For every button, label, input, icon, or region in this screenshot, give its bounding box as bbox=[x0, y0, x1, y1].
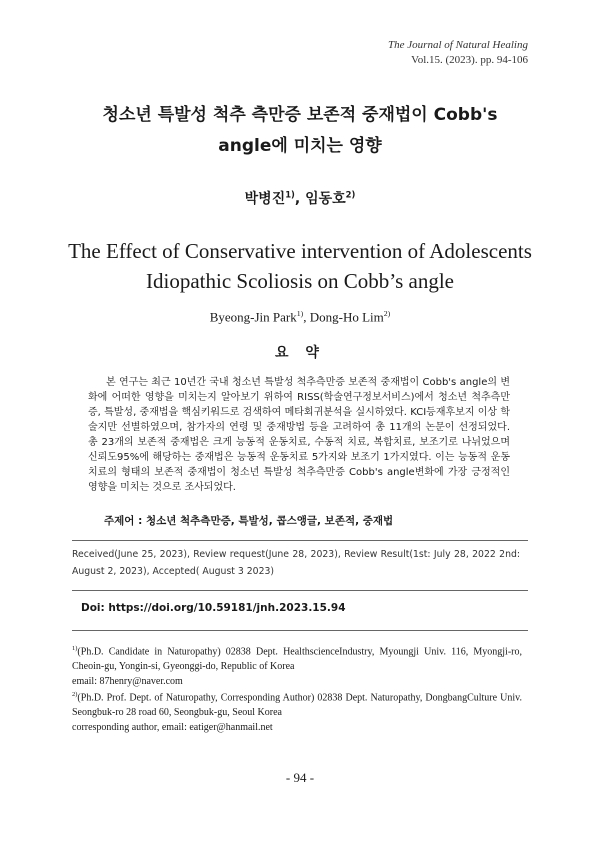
english-author-1: Byeong-Jin Park bbox=[209, 309, 297, 325]
footnote-1 bbox=[72, 641, 522, 689]
footnote-2-email: corresponding author, email: eatiger@hanmail.net bbox=[72, 722, 273, 734]
footnote-2-text: (Ph.D. Prof. Dept. of Naturopathy, Corresponding Author) 02838 Dept. Naturopathy, DongbangCulture Univ. Seongbuk-ro 28 road 60, Seongbuk-gu, Seoul Korea bbox=[72, 692, 522, 719]
korean-title bbox=[40, 100, 560, 162]
korean-author-2: 임동호 bbox=[305, 191, 346, 207]
abstract-body: 본 연구는 최근 10년간 국내 청소년 특발성 척추측만증 보존적 중재법이 Cobb's angle의 변화에 어떠한 영향을 미치는지 알아보기 위하여 RISS(학술연구정보서비스)에서 청소년 척추측만증, 특발성, 중재법을 핵심키워드로 검색하여 메타회귀분석을 실시하였다. KCI등재후보지 이상 학술지만 선별하였으며, 참가자의 연령 및 중재방법 등을 고려하여 총 11개의 논문이 선정되었다. 총 23개의 보존적 중재법은 크게 능동적 운동치료, 수동적 치료, 복합치료, 보조기로 나뉘었으며 신뢰도95%에 해당하는 중재법은 능동적 운동치료 5가지와 보조기 1가지였다. 이는 능동적 운동치료의 형태의 보존적 중재법이 청소년 특발성 척추측만증 Cobb's angle변화에 가장 긍정적인 영향을 미치는 것으로 조사되었다. bbox=[88, 377, 510, 493]
korean-author-separator: , bbox=[294, 191, 306, 207]
footnote-2-mark: 2) bbox=[72, 691, 78, 698]
korean-title-line-1: 청소년 특발성 척추 측만증 보존적 중재법이 Cobb's bbox=[102, 105, 498, 125]
english-author-1-mark: 1) bbox=[296, 309, 304, 318]
footnote-1-email: email: 87henry@naver.com bbox=[72, 676, 183, 688]
korean-authors bbox=[40, 188, 560, 208]
english-author-separator: , bbox=[303, 309, 310, 325]
korean-title-line-2: angle에 미치는 영향 bbox=[218, 136, 382, 156]
english-authors bbox=[40, 309, 560, 325]
english-title bbox=[40, 236, 560, 296]
divider-bottom bbox=[72, 630, 528, 631]
english-author-2: Dong-Ho Lim bbox=[309, 309, 384, 325]
journal-header bbox=[388, 38, 528, 68]
doi-link[interactable]: Doi: https://doi.org/10.59181/jnh.2023.15.94 bbox=[81, 602, 346, 614]
korean-author-1-mark: 1) bbox=[285, 189, 295, 200]
journal-name: The Journal of Natural Healing bbox=[388, 39, 528, 51]
korean-author-2-mark: 2) bbox=[345, 189, 356, 200]
english-author-2-mark: 2) bbox=[383, 309, 391, 318]
divider-top bbox=[72, 540, 528, 541]
english-title-line-2: Idiopathic Scoliosis on Cobb’s angle bbox=[146, 269, 454, 293]
korean-author-1: 박병진 bbox=[244, 191, 286, 207]
volume-info: Vol.15. (2023). pp. 94-106 bbox=[411, 54, 528, 66]
keywords: 주제어 : 청소년 척추측만증, 특발성, 콥스앵글, 보존적, 중재법 bbox=[104, 515, 394, 527]
footnote-1-mark: 1) bbox=[72, 645, 78, 652]
received-dates: Received(June 25, 2023), Review request(June 28, 2023), Review Result(1st: July 28, 2022 2nd: August 2, 2023), Accepted( August 3 2023) bbox=[72, 549, 520, 577]
abstract-heading: 요 약 bbox=[275, 345, 325, 361]
divider-middle bbox=[72, 590, 528, 591]
footnote-1-text: (Ph.D. Candidate in Naturopathy) 02838 Dept. HealthscienceIndustry, Myoungji Univ. 116, Myongji-ro, Cheoin-gu, Yongin-si, Gyeonggi-do, Republic of Korea bbox=[72, 646, 522, 673]
page-number: - 94 - bbox=[285, 770, 315, 785]
english-title-line-1: The Effect of Conservative intervention of Adolescents bbox=[68, 239, 532, 263]
footnote-2 bbox=[72, 687, 522, 735]
